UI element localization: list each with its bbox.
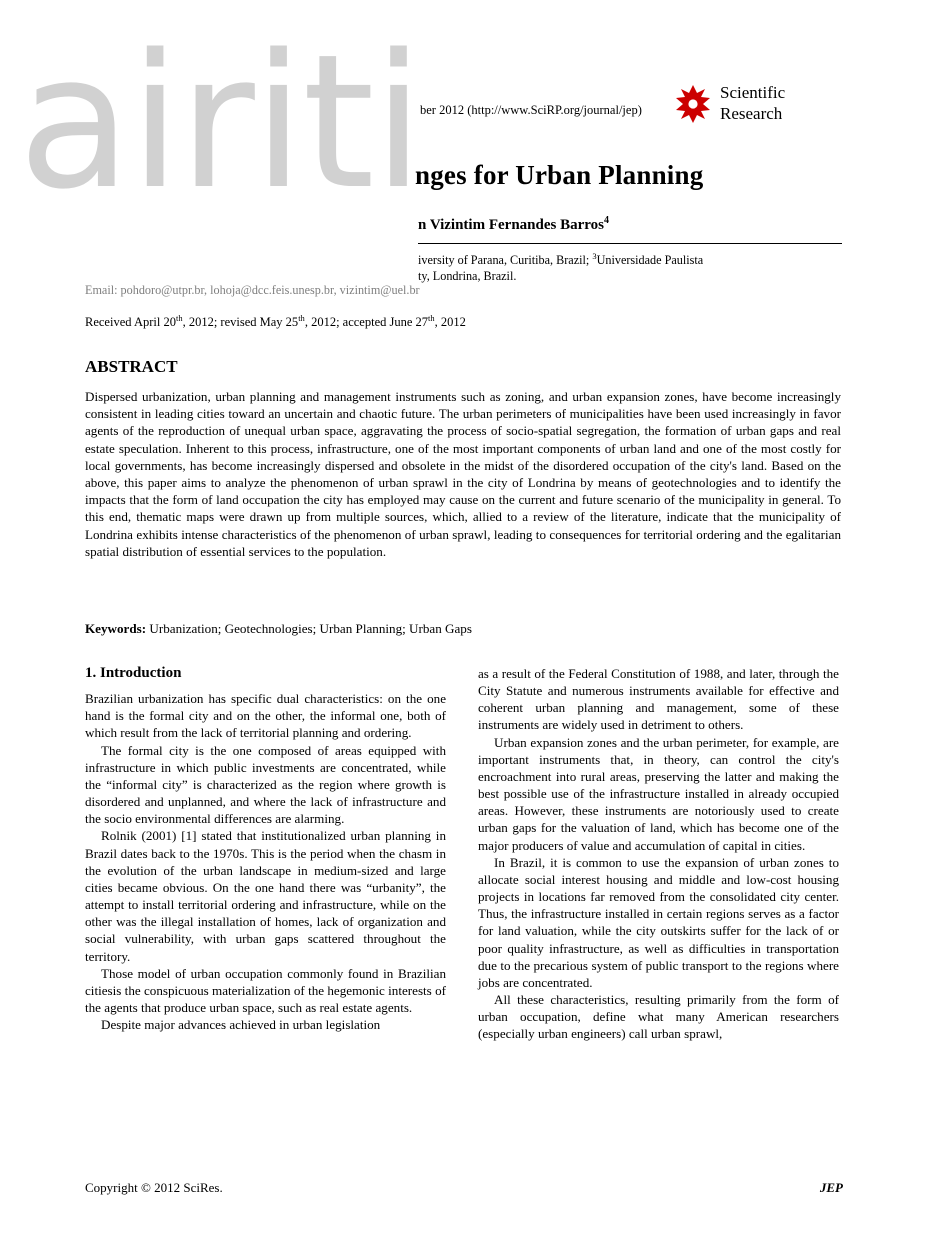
publisher-logo-line2: Research — [720, 104, 783, 123]
date-accepted-label: , 2012; accepted June 27 — [304, 315, 429, 330]
keywords-label: Keywords: — [85, 621, 147, 636]
date-received-label: Received April 20 — [85, 315, 176, 330]
publisher-logo-line1: Scientific — [720, 83, 786, 102]
affiliation-divider — [418, 243, 842, 244]
footer-copyright: Copyright © 2012 SciRes. — [85, 1180, 223, 1195]
paragraph: Rolnik (2001) [1] stated that institutionalized urban planning in Brazil dates back to the 1970s. This is the period when the chasm in the evolution of the urban landscape in medium-sized and large cities became obvious. On the one hand there was “urbanity”, the attempt to install territorial ordering and infrastructure, while on the other was the illegal installation of homes, lack of organization and social vulnerability, with urban gaps scattered throughout the territory. — [85, 828, 446, 964]
date-revised-label: , 2012; revised May 25 — [182, 315, 299, 330]
publisher-logo — [672, 82, 847, 128]
footer-journal-abbrev: JEP — [819, 1180, 843, 1195]
author-affil-marker: 4 — [603, 215, 609, 226]
abstract-body: Dispersed urbanization, urban planning and management instruments such as zoning, and urban expansion zones, have become increasingly consistent in leading cities toward an uncertain and chaotic future. The urban perimeters of municipalities have been used increasingly in favor agents of the reproduction of unequal urban space, aggravating the process of socio-spatial segregation, the formation of urban gaps and real estate speculation. Inherent to this process, infrastructure, one of the most important components of urban land and one of the most costly for local governments, has become increasingly dispersed and obsolete in the midst of the disordered occupation of the city's land. Based on the above, this paper aims to analyze the phenomenon of urban sprawl in the city of Londrina by means of geotechnologies and to identify the impacts that the form of land occupation the city has employed may cause on the current and future scenario of the municipality in general. To this end, thematic maps were drawn up from multiple sources, which, allied to a review of the literature, indicate that the municipality of Londrina exhibits intense characteristics of the phenomenon of urban sprawl, leading to consequences for territorial ordering and the egalitarian spatial distribution of essential services to the population. — [85, 389, 841, 559]
author-emails: Email: pohdoro@utpr.br, lohoja@dcc.feis.unesp.br, vizintim@uel.br — [85, 283, 420, 297]
affiliation-line1-part1: iversity of Parana, Curitiba, Brazil; — [418, 253, 593, 268]
date-ordinal-2: th — [298, 313, 305, 323]
affiliations — [418, 248, 843, 284]
running-head: ber 2012 (http://www.SciRP.org/journal/jep) — [420, 103, 642, 117]
paragraph: In Brazil, it is common to use the expansion of urban zones to allocate social interest housing and middle and low-cost housing projects in locations far removed from the consolidated city center. Thus, the infrastructure installed in certain regions serves as a factor for land valuation, while the city outskirts suffer for the lack of or poor quality infrastructure, as well as difficulties in transportation due to the precarious system of public transport to the regions where jobs are concentrated. — [478, 854, 839, 990]
body-column-right — [478, 665, 839, 1042]
paragraph: as a result of the Federal Constitution of 1988, and later, through the City Statute and numerous instruments available for effective and coherent urban planning and management, some of these instruments are widely used in detriment to others. — [478, 666, 839, 733]
section-heading-introduction: 1. Introduction — [85, 665, 182, 681]
paragraph: Despite major advances achieved in urban legislation — [101, 1017, 381, 1033]
date-year: , 2012 — [434, 315, 466, 330]
keywords-value: Urbanization; Geotechnologies; Urban Planning; Urban Gaps — [149, 621, 472, 636]
airiti-watermark: airiti — [18, 14, 423, 230]
affiliation-marker-3: 3 — [592, 251, 597, 261]
scientific-research-logo-icon — [672, 84, 714, 126]
paragraph: Brazilian urbanization has specific dual characteristics: on the one hand is the formal city and on the other, the informal one, both of which result from the lack of territorial planning and ordering. — [85, 691, 446, 741]
abstract-heading: ABSTRACT — [85, 357, 178, 376]
page-title: nges for Urban Planning — [415, 160, 704, 190]
date-ordinal-1: th — [175, 313, 183, 323]
paragraph: Urban expansion zones and the urban perimeter, for example, are important instruments that, in theory, can control the city's encroachment into rural areas, preserving the latter and making the best possible use of the infrastructure installed in already occupied areas. However, these instruments are notoriously used to create urban gaps for the valuation of land, which has become one of the major producers of value and accumulation of capital in cities. — [478, 734, 839, 853]
submission-dates — [85, 313, 466, 330]
date-ordinal-3: th — [428, 313, 435, 323]
publisher-logo-text — [720, 82, 785, 124]
paragraph: All these characteristics, resulting primarily from the form of urban occupation, define what many American researchers (especially urban engineers) call urban sprawl, — [478, 991, 839, 1042]
author-list — [418, 215, 843, 234]
affiliation-line1-part2: Universidade Paulista — [596, 253, 704, 268]
body-column-left — [85, 665, 446, 1033]
paragraph: The formal city is the one composed of areas equipped with infrastructure in which public investments are concentrated, while the “informal city” is characterized as the region where growth is disordered and unplanned, and where the lack of infrastructure and the socio environmental differences are alarming. — [85, 742, 446, 827]
keywords — [85, 620, 841, 637]
paragraph: Those model of urban occupation commonly found in Brazilian citiesis the conspicuous materialization of the hegemonic interests of the agents that produce urban space, such as real estate agents. — [85, 965, 446, 1015]
affiliation-line2: ty, Londrina, Brazil. — [418, 269, 517, 284]
author-names: n Vizintim Fernandes Barros — [418, 217, 604, 233]
